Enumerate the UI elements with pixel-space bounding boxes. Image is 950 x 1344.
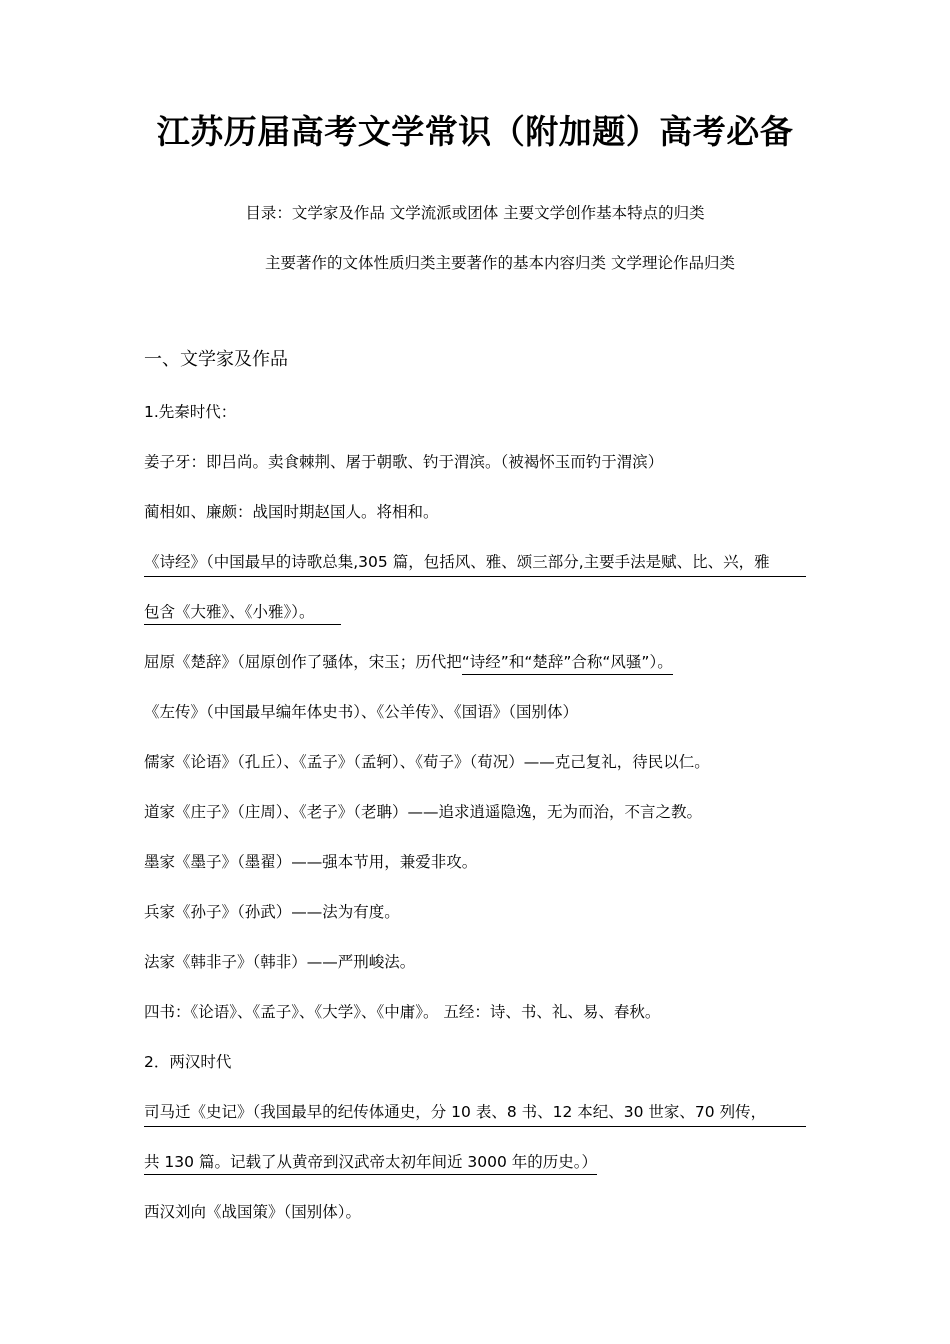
text-line: 姜子牙：即吕尚。卖食棘荆、屠于朝歌、钓于渭滨。（被褐怀玉而钓于渭滨） [144, 453, 664, 471]
text-line: 《左传》（中国最早编年体史书）、《公羊传》、《国语》（国别体） [144, 703, 579, 721]
text-line: 墨家《墨子》（墨翟）——强本节用，兼爱非攻。 [144, 853, 478, 871]
text-line-underlined [144, 601, 341, 623]
text-line: 法家《韩非子》（韩非）——严刑峻法。 [144, 953, 416, 971]
underlined-text: 《诗经》（中国最早的诗歌总集,305 篇，包括风、雅、颂三部分,主要手法是赋、比、兴，雅 [144, 551, 806, 577]
text-line: 四书：《论语》、《孟子》、《大学》、《中庸》。 五经：诗、书、礼、易、春秋。 [144, 1003, 661, 1021]
text-line: 兵家《孙子》（孙武）——法为有度。 [144, 903, 400, 921]
text-line-underlined [144, 1151, 597, 1173]
underlined-text: 共 130 篇。记载了从黄帝到汉武帝太初年间近 3000 年的历史。） [144, 1153, 597, 1175]
table-of-contents-line-2: 主要著作的文体性质归类主要著作的基本内容归类 文学理论作品归类 [265, 254, 735, 272]
text-segment: 屈原《楚辞》（屈原创作了骚体，宋玉；历代把 [144, 653, 462, 671]
text-line: 蔺相如、廉颇：战国时期赵国人。将相和。 [144, 503, 439, 521]
text-line: 道家《庄子》（庄周）、《老子》（老聃）——追求逍遥隐逸，无为而治，不言之教。 [144, 803, 703, 821]
table-of-contents-line-1: 目录：文学家及作品 文学流派或团体 主要文学创作基本特点的归类 [245, 204, 705, 222]
underlined-text: 司马迁《史记》（我国最早的纪传体通史，分 10 表、8 书、12 本纪、30 世家、70 列传， [144, 1101, 806, 1127]
subsection-heading-pre-qin: 1.先秦时代： [144, 403, 237, 421]
underlined-text: “诗经”和“楚辞”合称“风骚”）。 [462, 653, 673, 675]
text-line-underlined [144, 551, 806, 577]
subsection-heading-han: 2．两汉时代 [144, 1053, 232, 1071]
text-line: 西汉刘向《战国策》（国别体）。 [144, 1203, 362, 1221]
document-title: 江苏历届高考文学常识（附加题）高考必备 [156, 112, 794, 151]
section-heading: 一、文学家及作品 [144, 349, 288, 370]
text-line: 儒家《论语》（孔丘）、《孟子》（孟轲）、《荀子》（荀况）——克己复礼，待民以仁。 [144, 753, 710, 771]
text-line-underlined [144, 1101, 806, 1127]
text-line [144, 651, 673, 673]
underlined-text: 包含《大雅》、《小雅》）。 [144, 603, 341, 625]
